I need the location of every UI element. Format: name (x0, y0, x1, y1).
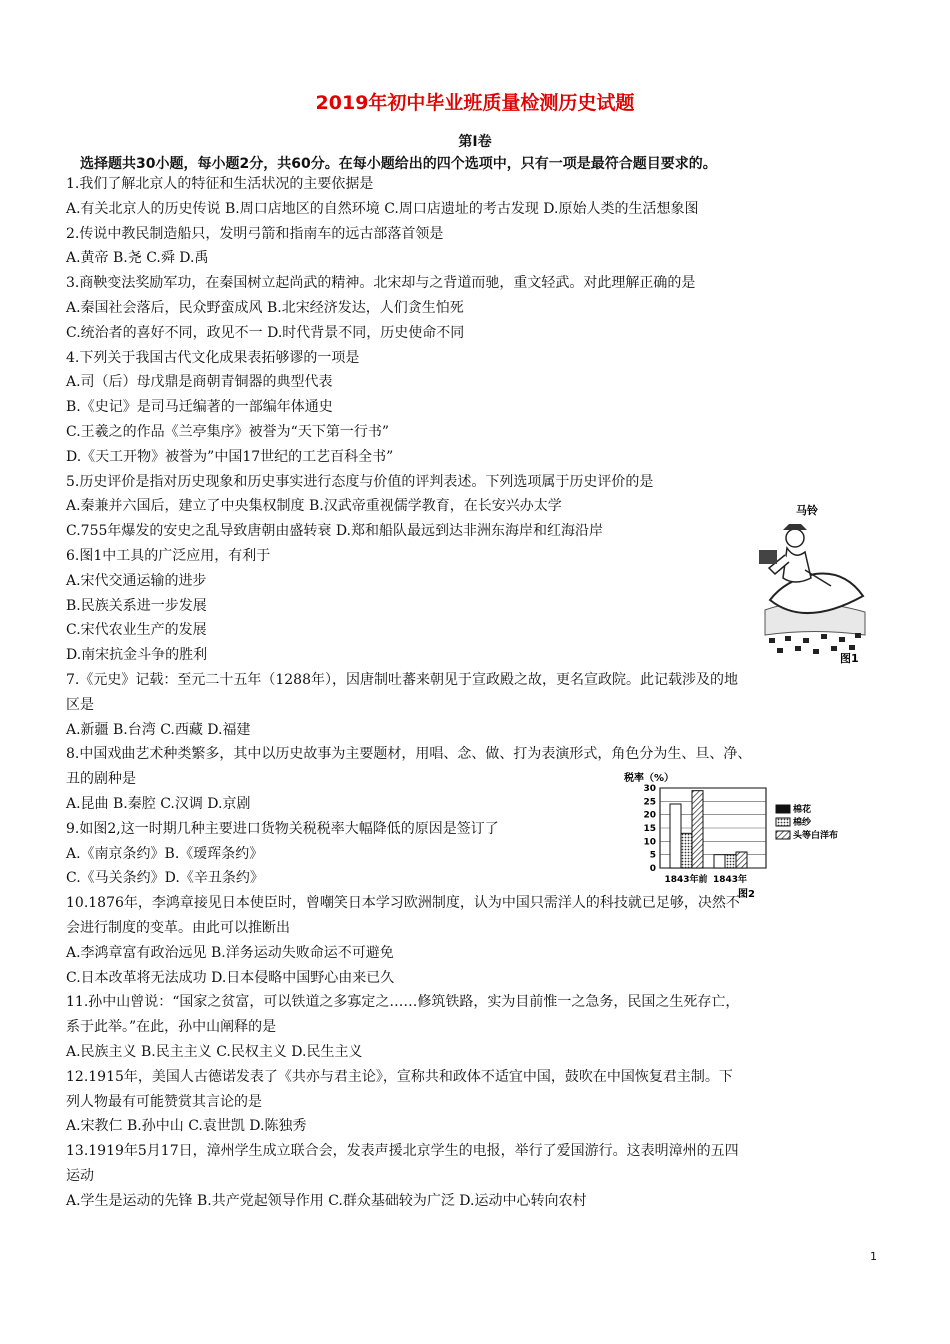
figure-body (783, 548, 811, 582)
figure-1-caption: 图1 (840, 652, 859, 665)
question-line: D.南宋抗金斗争的胜利 (66, 647, 208, 664)
question-line: 5.历史评价是指对历史现象和历史事实进行态度与价值的评判表述。下列选项属于历史评价的是 (66, 473, 654, 490)
chart-y-tick-label: 10 (643, 837, 656, 848)
chart-legend-swatch (776, 805, 790, 813)
section-heading: 第Ⅰ卷 (458, 134, 492, 150)
question-line: A.民族主义 B.民主主义 C.民权主义 D.民生主义 (66, 1044, 363, 1060)
question-line: C.统治者的喜好不同，政见不一 D.时代背景不同，历史使命不同 (66, 324, 465, 341)
question-line: C.王羲之的作品《兰亭集序》被誉为“天下第一行书” (66, 424, 389, 440)
question-line: 10.1876年，李鸿章接见日本使臣时，曾嘲笑日本学习欧洲制度，认为中国只需洋人的科技就已足够，决然不 (66, 895, 740, 912)
figure-2-chart (618, 770, 874, 900)
question-line: 4.下列关于我国古代文化成果表拓够谬的一项是 (66, 349, 360, 366)
figure-hat (783, 524, 807, 530)
question-line: 6.图1中工具的广泛应用，有利于 (66, 548, 271, 564)
question-line: A.司（后）母戊鼎是商朝青铜器的典型代表 (66, 374, 333, 391)
chart-legend-label: 棉纱 (793, 818, 812, 828)
chart-legend-label: 头等白洋布 (793, 831, 839, 841)
chart-bar (670, 804, 681, 868)
chart-ylabel: 税率（%） (624, 773, 675, 784)
chart-y-tick-label: 30 (643, 784, 656, 794)
question-line: C.宋代农业生产的发展 (66, 622, 207, 639)
seedling-bundle (759, 550, 777, 564)
chart-y-tick-label: 5 (649, 850, 656, 861)
question-line: C.日本改革将无法成功 D.日本侵略中国野心由来已久 (66, 969, 395, 986)
question-line: A.昆曲 B.秦腔 C.汉调 D.京剧 (66, 796, 251, 812)
chart-y-tick-label: 0 (649, 864, 656, 874)
seedlings (769, 633, 861, 654)
question-line: A.有关北京人的历史传说 B.周口店地区的自然环境 C.周口店遗址的考古发现 D.原始人类的生活想象图 (66, 200, 699, 217)
chart-y-tick-label: 25 (643, 797, 656, 808)
figure-1-illustration (745, 500, 870, 665)
question-line: C.755年爆发的安史之乱导致唐朝由盛转衰 D.郑和船队最远到达非洲东海岸和红海沿岸 (66, 523, 604, 540)
question-line: 7.《元史》记载：至元二十五年（1288年），因唐制吐蕃来朝见于宣政殿之故，更名宣政院。此记载涉及的地 (66, 672, 738, 688)
instructions: 选择题共30小题，每小题2分，共60分。在每小题给出的四个选项中，只有一项是最符合题目要求的。 (80, 156, 717, 172)
question-line: B.《史记》是司马迁编著的一部编年体通史 (66, 399, 333, 416)
question-line: A.秦兼并六国后，建立了中央集权制度 B.汉武帝重视儒学教育，在长安兴办太学 (66, 498, 562, 515)
question-line: A.新疆 B.台湾 C.西藏 D.福建 (66, 721, 251, 738)
question-line: A.秦国社会落后，民众野蛮成风 B.北宋经济发达，人们贪生怕死 (66, 300, 464, 316)
question-line: 系于此举。”在此，孙中山阐释的是 (66, 1019, 277, 1036)
question-line: 9.如图2,这一时期几种主要进口货物关税税率大幅降低的原因是签订了 (66, 820, 499, 837)
chart-bar (725, 855, 736, 868)
chart-legend-swatch (776, 818, 790, 826)
question-line: A.宋代交通运输的进步 (66, 572, 207, 589)
chart-caption: 图2 (738, 889, 755, 900)
question-line: 运动 (66, 1168, 94, 1184)
question-line: 1.我们了解北京人的特征和生活状况的主要依据是 (66, 176, 374, 192)
question-line: 12.1915年，美国人古德诺发表了《共亦与君主论》，宣称共和政体不适宜中国，鼓吹在中国恢复君主制。下 (66, 1068, 733, 1085)
question-line: 11.孙中山曾说：“国家之贫富，可以铁道之多寡定之……修筑铁路，实为目前惟一之急务，民国之生死存亡， (66, 994, 740, 1011)
question-line: 会进行制度的变革。由此可以推断出 (66, 920, 290, 936)
question-line: A.《南京条约》B.《瑷珲条约》 (66, 845, 264, 862)
chart-legend (776, 803, 838, 841)
question-line: 3.商鞅变法奖励军功，在秦国树立起尚武的精神。北宋却与之背道而驰，重文轻武。对此理解正确的是 (66, 275, 696, 292)
question-line: 8.中国戏曲艺术种类繁多，其中以历史故事为主要题材，用唱、念、做、打为表演形式，角色分为生、旦、净、 (66, 746, 752, 763)
question-line: A.宋教仁 B.孙中山 C.袁世凯 D.陈独秀 (66, 1118, 307, 1135)
question-line: 列人物最有可能赞赏其言论的是 (66, 1093, 262, 1110)
question-line: 13.1919年5月17日，漳州学生成立联合会，发表声援北京学生的电报，举行了爱国游行。这表明漳州的五四 (66, 1143, 739, 1160)
chart-x-ticks (664, 873, 747, 885)
question-line: C.《马关条约》D.《辛丑条约》 (66, 870, 264, 887)
exam-title: 2019年初中毕业班质量检测历史试题 (315, 92, 635, 114)
question-line: A.黄帝 B.尧 C.舜 D.禹 (66, 250, 209, 267)
question-line: B.民族关系进一步发展 (66, 597, 207, 614)
chart-legend-swatch (776, 831, 790, 839)
chart-x-tick-label: 1843年前 (664, 875, 708, 885)
question-line: A.李鸿章富有政治远见 B.洋务运动失败命运不可避免 (66, 944, 394, 961)
question-line: 丑的剧种是 (66, 771, 136, 788)
chart-bar (681, 833, 692, 868)
question-line: A.学生是运动的先锋 B.共产党起领导作用 C.群众基础较为广泛 D.运动中心转向农村 (66, 1192, 587, 1209)
chart-legend-label: 棉花 (793, 805, 812, 815)
question-line: 2.传说中教民制造船只，发明弓箭和指南车的远古部落首领是 (66, 225, 444, 242)
chart-y-tick-label: 20 (643, 810, 656, 821)
chart-bar (736, 852, 747, 868)
chart-y-ticks (643, 784, 656, 874)
chart-bar (714, 855, 725, 868)
chart-x-tick-label: 1843年 (712, 875, 748, 885)
page-number: 1 (870, 1250, 877, 1263)
chart-bar (692, 791, 703, 868)
figure-head (786, 529, 804, 547)
chart-y-tick-label: 15 (643, 824, 656, 834)
figure-1-header: 马铃 (796, 504, 818, 517)
question-line: 区是 (66, 696, 94, 713)
question-line: D.《天工开物》被誉为”中国17世纪的工艺百科全书” (66, 448, 394, 465)
